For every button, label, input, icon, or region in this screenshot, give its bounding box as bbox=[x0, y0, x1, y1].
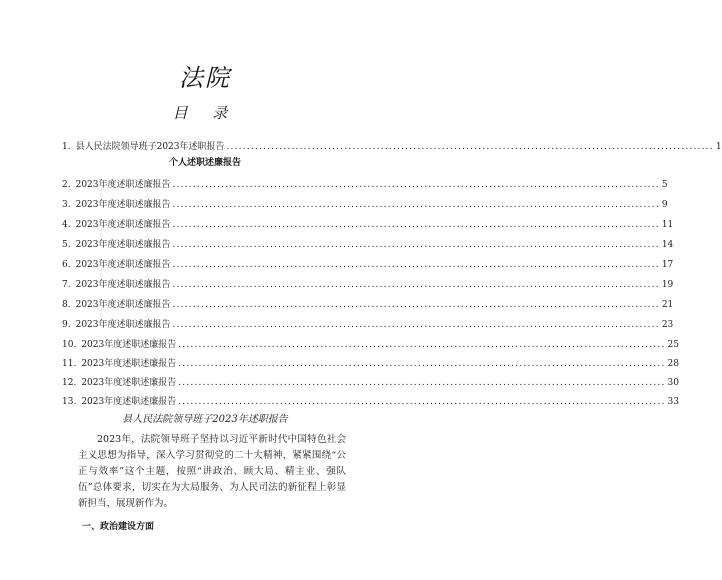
toc-item-number: 9. bbox=[62, 320, 71, 330]
toc-item[interactable] bbox=[62, 258, 674, 272]
toc-item[interactable] bbox=[62, 357, 679, 371]
toc-item-leader: ........................................................................................................................ bbox=[226, 142, 714, 152]
toc-item-title: 2023年度述职述廉报告 bbox=[75, 220, 171, 230]
toc-item[interactable] bbox=[62, 338, 679, 352]
toc-item-leader: ........................................................................................................................ bbox=[178, 340, 666, 350]
toc-item-number: 11. bbox=[62, 359, 77, 369]
toc-item-title: 2023年度述职述廉报告 bbox=[75, 180, 171, 190]
toc-item-number: 13. bbox=[62, 397, 77, 407]
toc-item-title: 2023年度述职述廉报告 bbox=[81, 397, 177, 407]
toc-item-title: 2023年度述职述廉报告 bbox=[75, 240, 171, 250]
toc-item-page: 19 bbox=[661, 280, 674, 290]
toc-item-number: 7. bbox=[62, 280, 71, 290]
toc-item-leader: ........................................................................................................................ bbox=[172, 320, 660, 330]
toc-item-title: 2023年度述职述廉报告 bbox=[75, 320, 171, 330]
intro-paragraph-text: 2023年，法院领导班子坚持以习近平新时代中国特色社会主义思想为指导，深入学习贯彻党的二十大精神，紧紧围绕“公正与效率”这个主题，按照“讲政治、顾大局、精主业、强队伍”总体要求，切实在为大局服务、为人民司法的新征程上彰显新担当，展现新作为。 bbox=[78, 434, 346, 509]
intro-paragraph bbox=[78, 432, 346, 512]
toc-section-label: 个人述职述廉报告 bbox=[168, 158, 241, 168]
toc-item-leader: ........................................................................................................................ bbox=[172, 200, 660, 210]
toc-item-leader: ........................................................................................................................ bbox=[172, 180, 660, 190]
toc-item-page: 21 bbox=[661, 300, 674, 310]
toc-item-page: 17 bbox=[661, 260, 674, 270]
section-heading: 一、政治建设方面 bbox=[82, 522, 155, 532]
toc-item-leader: ........................................................................................................................ bbox=[172, 260, 660, 270]
toc-item-number: 3. bbox=[62, 200, 71, 210]
toc-item[interactable] bbox=[62, 198, 668, 212]
toc-item[interactable] bbox=[62, 278, 674, 292]
toc-item-number: 2. bbox=[62, 180, 71, 190]
toc-item[interactable] bbox=[62, 318, 674, 332]
toc-item-page: 5 bbox=[661, 180, 668, 190]
toc-item-page: 11 bbox=[661, 220, 674, 230]
toc-item[interactable] bbox=[62, 178, 668, 192]
toc-item-number: 8. bbox=[62, 300, 71, 310]
toc-item-page: 23 bbox=[661, 320, 674, 330]
toc-item-leader: ........................................................................................................................ bbox=[172, 280, 660, 290]
toc-item-leader: ........................................................................................................................ bbox=[172, 220, 660, 230]
report-heading: 县人民法院领导班子2023年述职报告 bbox=[122, 414, 288, 425]
toc-item-page: 28 bbox=[667, 359, 679, 369]
toc-item-title: 2023年度述职述廉报告 bbox=[81, 340, 177, 350]
toc-item-title: 县人民法院领导班子2023年述职报告 bbox=[75, 142, 225, 152]
toc-item[interactable] bbox=[62, 238, 674, 252]
toc-item-page: 25 bbox=[667, 340, 679, 350]
toc-item-leader: ........................................................................................................................ bbox=[178, 378, 666, 388]
toc-item-title: 2023年度述职述廉报告 bbox=[75, 200, 171, 210]
toc-item-title: 2023年度述职述廉报告 bbox=[81, 359, 177, 369]
toc-item[interactable] bbox=[62, 298, 674, 312]
toc-item-leader: ........................................................................................................................ bbox=[172, 300, 660, 310]
toc-item-page: 14 bbox=[661, 240, 674, 250]
toc-item-page: 33 bbox=[667, 397, 679, 407]
toc-item-title: 2023年度述职述廉报告 bbox=[75, 280, 171, 290]
toc-item-number: 5. bbox=[62, 240, 71, 250]
toc-item-leader: ........................................................................................................................ bbox=[178, 359, 666, 369]
toc-item[interactable] bbox=[62, 395, 679, 409]
document-title: 法院 bbox=[179, 64, 231, 92]
toc-item-leader: ........................................................................................................................ bbox=[172, 240, 660, 250]
toc-item-page: 9 bbox=[661, 200, 668, 210]
toc-item-number: 10. bbox=[62, 340, 77, 350]
toc-item-page: 30 bbox=[667, 378, 679, 388]
toc-item-number: 4. bbox=[62, 220, 71, 230]
toc-item-number: 1. bbox=[62, 142, 71, 152]
toc-item-title: 2023年度述职述廉报告 bbox=[81, 378, 177, 388]
toc-item-number: 6. bbox=[62, 260, 71, 270]
toc-item[interactable] bbox=[62, 218, 674, 232]
toc-item-number: 12. bbox=[62, 378, 77, 388]
toc-item-title: 2023年度述职述廉报告 bbox=[75, 300, 171, 310]
toc-heading: 目 录 bbox=[172, 104, 238, 122]
toc-item-page: 1 bbox=[715, 142, 722, 152]
toc-item[interactable] bbox=[62, 376, 679, 390]
toc-item-leader: ........................................................................................................................ bbox=[178, 397, 666, 407]
toc-item-title: 2023年度述职述廉报告 bbox=[75, 260, 171, 270]
toc-item[interactable] bbox=[62, 140, 722, 154]
